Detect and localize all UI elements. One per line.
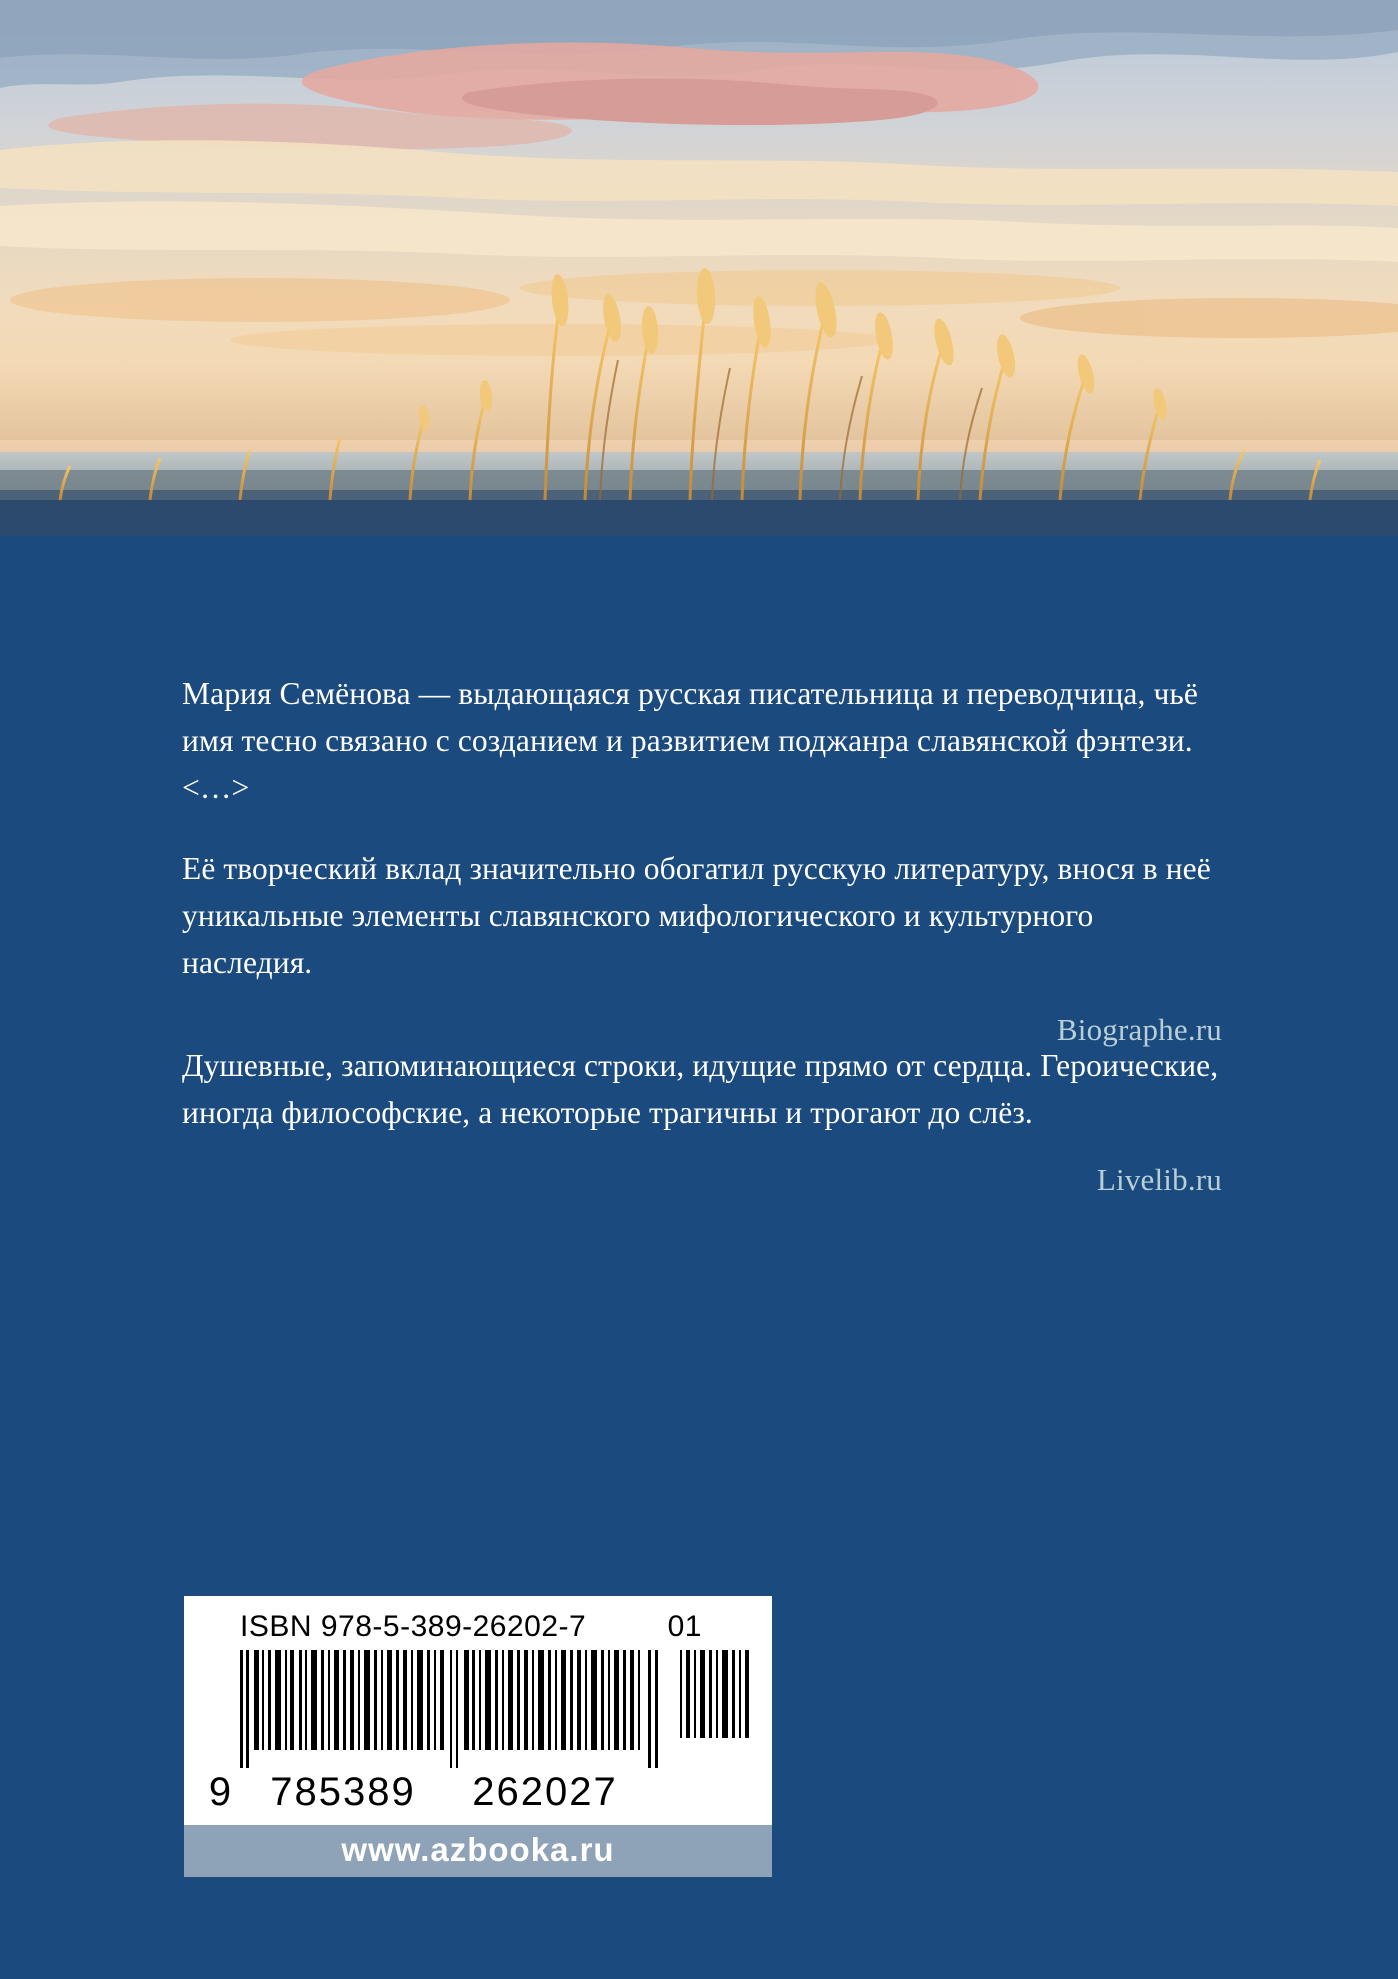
sunset-field-illustration	[0, 0, 1398, 536]
barcode-digit-lead: 9	[208, 1770, 234, 1814]
barcode-area	[184, 1596, 772, 1877]
quote-paragraph: Её творческий вклад значительно обогатил русскую литературу, внося в неё уникальные элементы славянского мифологического и культурного наследия.	[182, 851, 1211, 980]
review-quote-2	[182, 1042, 1222, 1198]
back-cover-body	[0, 536, 1398, 1979]
quote-source: Biographe.ru	[1056, 1012, 1222, 1047]
cover-artwork	[0, 0, 1398, 536]
barcode-digits	[200, 1768, 756, 1819]
ean13-barcode	[200, 1650, 756, 1768]
quote-source: Livelib.ru	[1096, 1162, 1222, 1197]
isbn-label: ISBN 978-5-389-26202-7	[240, 1610, 587, 1643]
quote-paragraph: Мария Семёнова — выдающаяся русская писательница и переводчица, чьё имя тесно связано с созданием и развитием поджанра славянской фэнтези. <…>	[182, 676, 1198, 805]
barcode-digits-right: 262027	[472, 1770, 618, 1814]
isbn-addon: 01	[667, 1610, 702, 1643]
barcode-card	[184, 1596, 772, 1825]
isbn-line	[200, 1610, 756, 1650]
barcode-digits-left: 785389	[270, 1770, 416, 1814]
publisher-website[interactable]: www.azbooka.ru	[184, 1825, 772, 1877]
quote-paragraph: Душевные, запоминающиеся строки, идущие прямо от сердца. Героические, иногда философские, а некоторые трагичны и трогают до слёз.	[182, 1048, 1219, 1130]
review-quote-1	[182, 670, 1222, 1048]
